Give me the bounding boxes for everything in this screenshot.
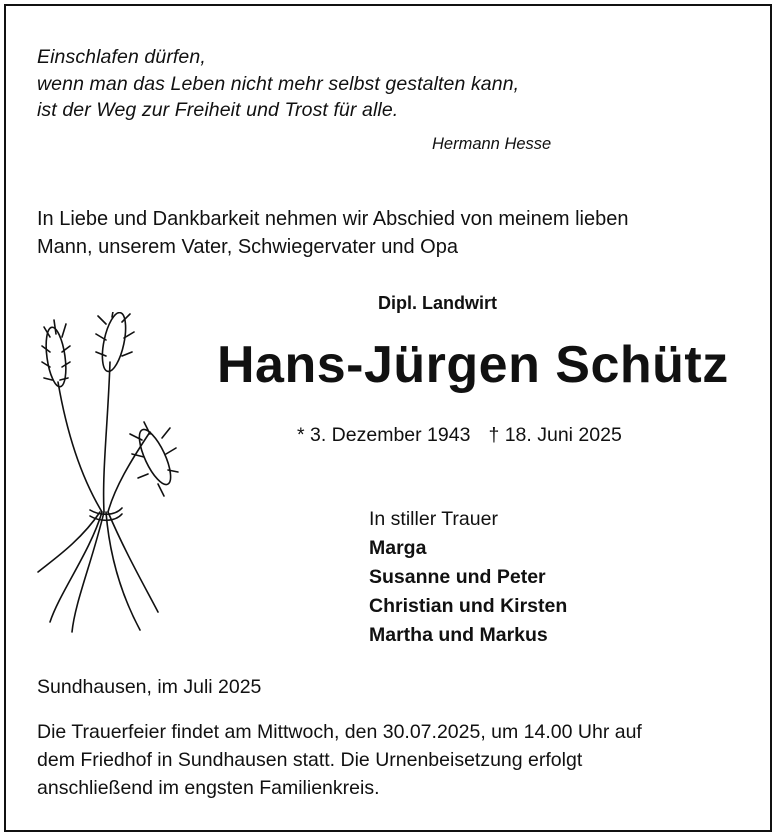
poem	[37, 44, 519, 124]
poem-line: Einschlafen dürfen,	[37, 46, 206, 68]
ceremony-info	[37, 718, 737, 802]
deceased-name: Hans-Jürgen Schütz	[217, 336, 729, 394]
mourners	[369, 505, 567, 650]
life-dates	[297, 424, 622, 447]
mourner-name: Martha und Markus	[369, 624, 548, 646]
intro-line: Mann, unserem Vater, Schwiegervater und Opa	[37, 236, 458, 258]
intro-line: In Liebe und Dankbarkeit nehmen wir Abschied von meinem lieben	[37, 208, 629, 230]
mourners-heading: In stiller Trauer	[369, 508, 498, 530]
ceremony-line: Die Trauerfeier findet am Mittwoch, den 30.07.2025, um 14.00 Uhr auf	[37, 721, 642, 743]
intro-text	[37, 205, 737, 261]
mourner-name: Susanne und Peter	[369, 566, 546, 588]
mourner-name: Marga	[369, 537, 427, 559]
deceased-title: Dipl. Landwirt	[378, 293, 497, 313]
ceremony-line: dem Friedhof in Sundhausen statt. Die Urnenbeisetzung erfolgt	[37, 749, 583, 771]
poem-line: wenn man das Leben nicht mehr selbst gestalten kann,	[37, 72, 520, 95]
place-date: Sundhausen, im Juli 2025	[37, 676, 262, 698]
poem-line: ist der Weg zur Freiheit und Trost für alle.	[37, 99, 399, 121]
wheat-sheaf-icon	[30, 312, 180, 642]
mourner-name: Christian und Kirsten	[369, 595, 568, 617]
poem-author: Hermann Hesse	[432, 135, 552, 153]
ceremony-line: anschließend im engsten Familienkreis.	[37, 777, 380, 799]
death-date: † 18. Juni 2025	[488, 424, 622, 446]
birth-date: * 3. Dezember 1943	[297, 424, 471, 446]
